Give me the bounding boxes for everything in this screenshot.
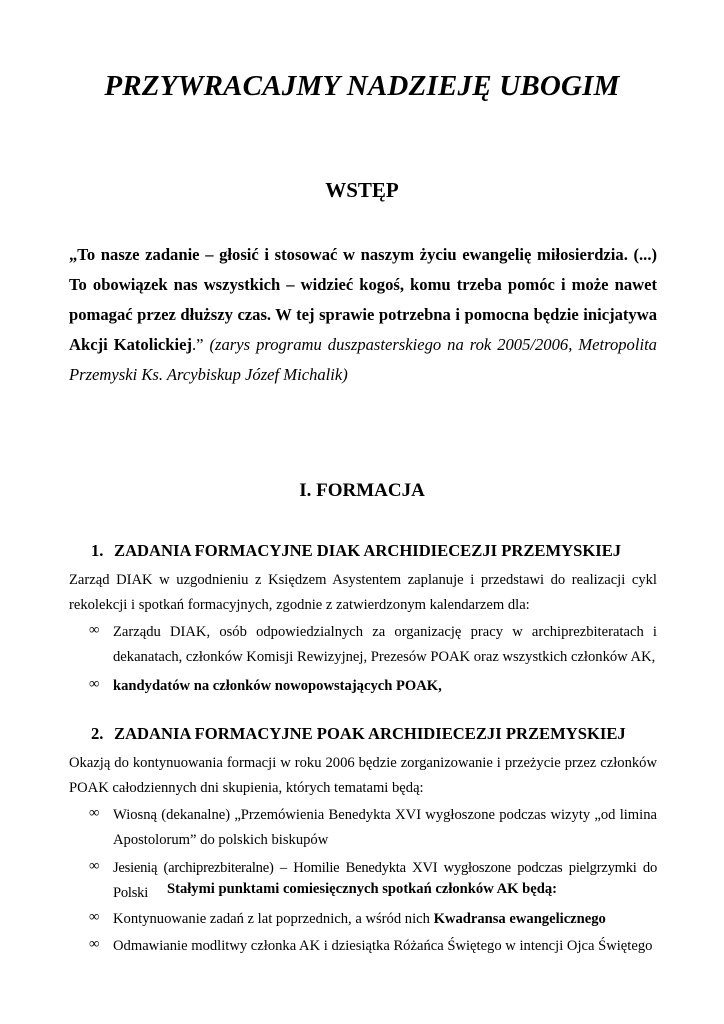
section2-bullet: Jesienią (archiprezbiteralne) – Homilie Benedykta XVI wygłoszone podczas pielgrzymki do Polski xyxy=(113,860,657,901)
section1-bullet: kandydatów na członków nowopowstających POAK, xyxy=(113,678,442,694)
quote-closing: .” xyxy=(192,335,210,354)
section2-subheading: Stałymi punktami comiesięcznych spotkań członków AK będą: xyxy=(166,881,557,897)
section1-number: 1. xyxy=(91,541,104,560)
quote-bold-text: „To nasze zadanie – głosić i stosować w naszym życiu ewangelię miłosierdzia. (...) To obowiązek nas wszystkich – widzieć kogoś, komu trzeba pomóc i może nawet pomagać przez dłuższy czas. W tej sprawie potrzebna i pomocna będzie inicjatywa Akcji Katolickiej xyxy=(69,245,657,354)
bullet-infinity-icon: ∞ xyxy=(89,622,100,638)
bullet-infinity-icon: ∞ xyxy=(89,909,100,925)
document-title: PRZYWRACAJMY NADZIEJĘ UBOGIM xyxy=(104,70,620,102)
bullet-bold-text: Kwadransa ewangelicznego xyxy=(433,911,606,927)
section1-bullet: Zarządu DIAK, osób odpowiedzialnych za organizację pracy w archiprezbiteratach i dekanatach, członków Komisji Rewizyjnej, Prezesów POAK oraz wszystkich członków AK, xyxy=(113,624,657,665)
bullet-text: Kontynuowanie zadań z lat poprzednich, a wśród nich xyxy=(113,911,434,927)
section2-heading: ZADANIA FORMACYJNE POAK ARCHIDIECEZJI PRZEMYSKIEJ xyxy=(114,724,626,743)
part-heading: I. FORMACJA xyxy=(299,480,425,501)
section2-bullet: Odmawianie modlitwy członka AK i dziesiątka Różańca Świętego w intencji Ojca Świętego xyxy=(113,938,653,954)
section2-bullet: Wiosną (dekanalne) „Przemówienia Benedykta XVI wygłoszone podczas wizyty „od limina Apostolorum” do polskich biskupów xyxy=(113,807,657,848)
bullet-infinity-icon: ∞ xyxy=(89,858,100,874)
bullet-infinity-icon: ∞ xyxy=(89,676,100,692)
section1-paragraph: Zarząd DIAK w uzgodnieniu z Księdzem Asystentem zaplanuje i przedstawi do realizacji cykl rekolekcji i spotkań formacyjnych, zgodnie z zatwierdzonym kalendarzem dla: xyxy=(69,572,657,613)
intro-quote xyxy=(69,240,657,390)
bullet-infinity-icon: ∞ xyxy=(89,805,100,821)
section2-paragraph: Okazją do kontynuowania formacji w roku 2006 będzie zorganizowanie i przeżycie przez członków POAK całodziennych dni skupienia, których tematami będą: xyxy=(69,755,657,796)
bullet-infinity-icon: ∞ xyxy=(89,936,100,952)
quote-source: (zarys programu duszpasterskiego na rok 2005/2006, Metropolita Przemyski Ks. Arcybiskup Józef Michalik) xyxy=(69,335,657,384)
section2-bullet xyxy=(113,907,657,932)
intro-heading: WSTĘP xyxy=(325,178,399,202)
section1-heading: ZADANIA FORMACYJNE DIAK ARCHIDIECEZJI PRZEMYSKIEJ xyxy=(114,541,622,560)
section2-number: 2. xyxy=(91,724,104,743)
